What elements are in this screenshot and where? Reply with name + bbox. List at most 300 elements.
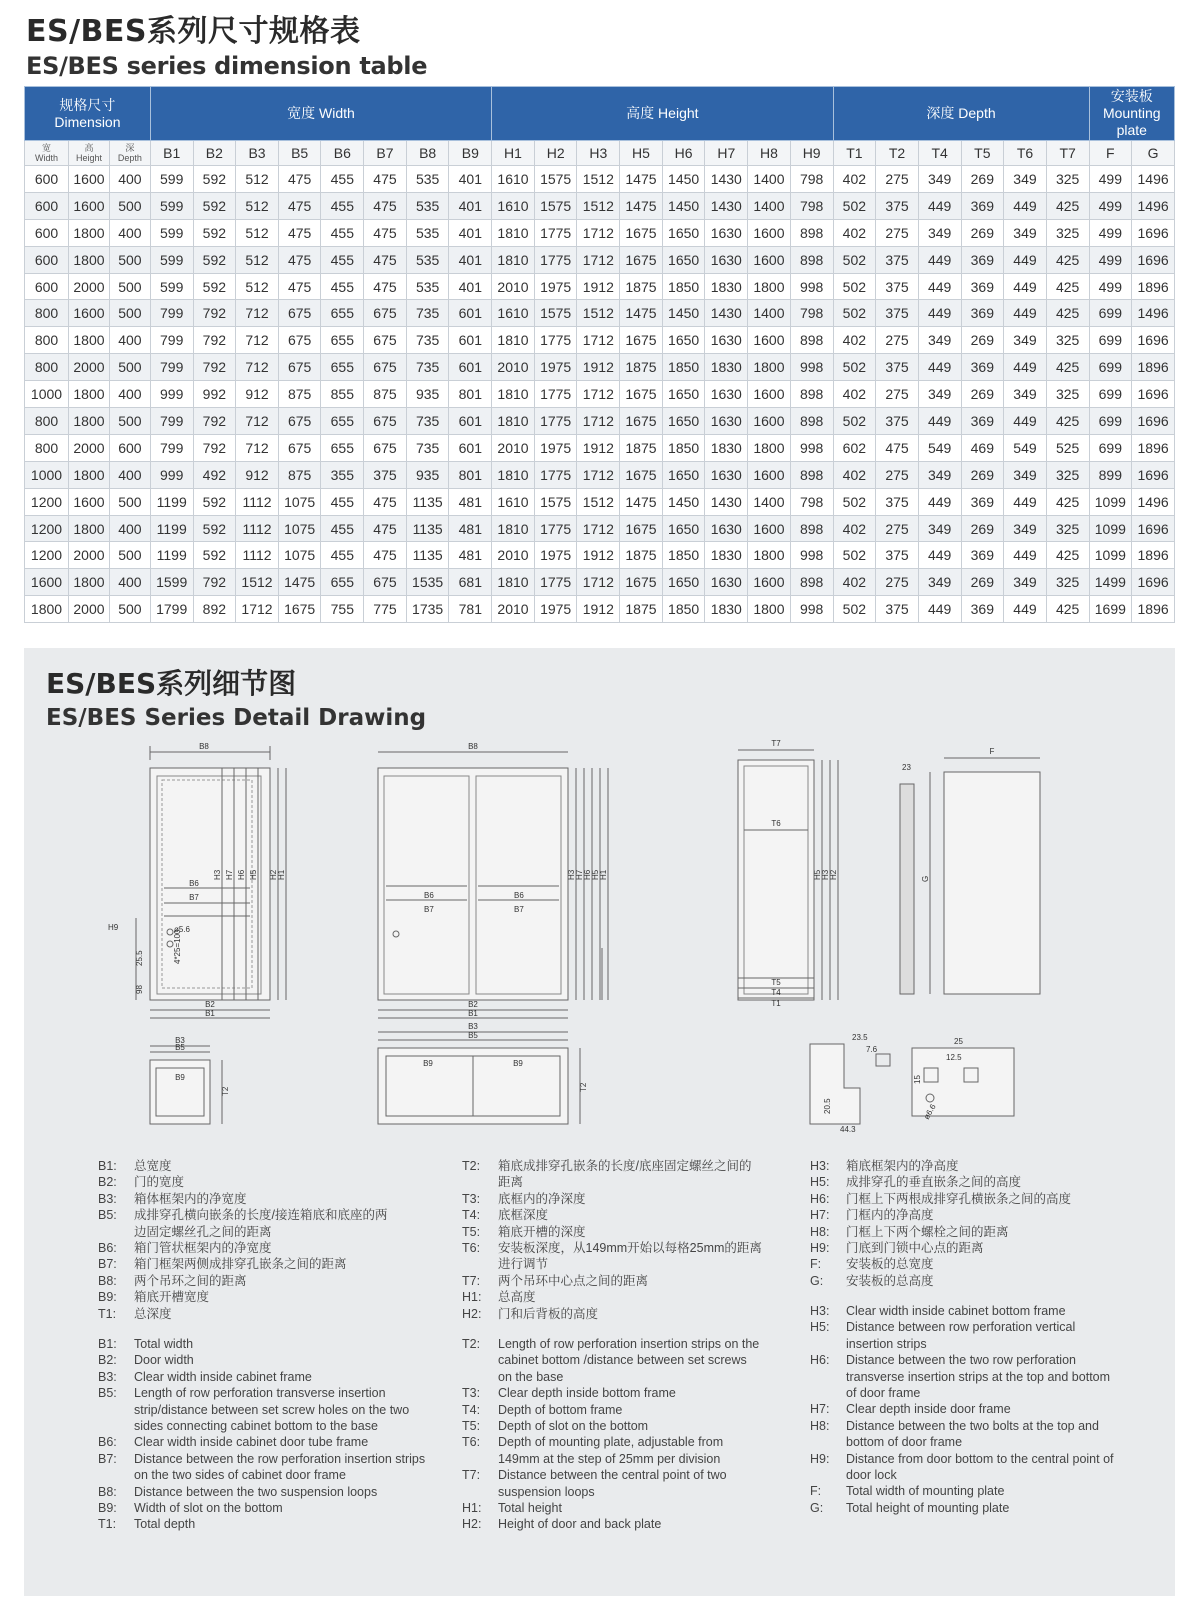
table-cell: 401 — [449, 219, 492, 246]
table-cell: 1600 — [748, 461, 791, 488]
legend-item — [462, 1289, 762, 1305]
legend-text: Height of door and back plate — [498, 1517, 662, 1532]
table-cell: 1800 — [748, 542, 791, 569]
table-cell: 1630 — [705, 569, 748, 596]
table-cell: 675 — [364, 569, 407, 596]
table-cell: 875 — [278, 461, 321, 488]
table-cell: 475 — [364, 192, 407, 219]
legend-cn-col2 — [462, 1158, 762, 1322]
table-cell: 798 — [790, 300, 833, 327]
table-cell: 1975 — [534, 596, 577, 623]
label-b9-large-left: B9 — [423, 1059, 433, 1068]
table-cell: 449 — [1004, 408, 1047, 435]
legend-key: B5: — [98, 1386, 117, 1401]
table-cell: 449 — [1004, 596, 1047, 623]
legend-key: B2: — [98, 1353, 117, 1368]
table-cell: 655 — [321, 434, 364, 461]
legend-text: 两个吊环之间的距离 — [134, 1273, 247, 1288]
table-cell: 1875 — [620, 273, 663, 300]
table-cell: 799 — [150, 327, 193, 354]
table-cell: 1600 — [748, 569, 791, 596]
label-b9-small: B9 — [175, 1073, 185, 1082]
column-header-h1: H1 — [492, 141, 535, 166]
legend-item — [98, 1191, 398, 1207]
legend-key: T3: — [462, 1191, 481, 1206]
table-cell: 1400 — [748, 300, 791, 327]
legend-en-col2 — [462, 1336, 762, 1533]
table-cell: 1712 — [577, 219, 620, 246]
table-cell: 455 — [321, 166, 364, 193]
table-cell: 675 — [278, 354, 321, 381]
label-t1: T1 — [771, 999, 781, 1008]
table-cell: 1575 — [534, 488, 577, 515]
table-cell: 375 — [876, 273, 919, 300]
table-cell: 601 — [449, 354, 492, 381]
table-cell: 1600 — [25, 569, 69, 596]
table-cell: 1775 — [534, 327, 577, 354]
legend-key: B7: — [98, 1451, 117, 1466]
table-cell: 502 — [833, 488, 876, 515]
legend-item — [98, 1500, 428, 1516]
table-cell: 898 — [790, 461, 833, 488]
table-cell: 425 — [1046, 246, 1089, 273]
legend-item — [810, 1500, 1120, 1516]
label-h7-double: H7 — [575, 869, 584, 880]
table-cell: 599 — [150, 166, 193, 193]
legend-key: H5: — [810, 1175, 830, 1190]
table-cell: 481 — [449, 488, 492, 515]
legend-item — [462, 1306, 762, 1322]
legend-item — [98, 1174, 398, 1190]
table-cell: 800 — [25, 434, 69, 461]
table-cell: 1800 — [25, 596, 69, 623]
table-cell: 400 — [109, 219, 150, 246]
legend-item — [810, 1273, 1120, 1289]
legend-item — [98, 1306, 398, 1322]
table-cell: 449 — [918, 596, 961, 623]
legend-en-col3 — [810, 1303, 1120, 1516]
label-t6: T6 — [771, 819, 781, 828]
legend-key: T3: — [462, 1386, 481, 1401]
label-5-6: ø5.6 — [174, 925, 191, 934]
table-cell: 1400 — [748, 488, 791, 515]
table-cell: 1735 — [406, 596, 449, 623]
legend-key: G: — [810, 1500, 824, 1515]
legend-text: 门框内的净高度 — [846, 1208, 934, 1223]
table-cell: 1430 — [705, 300, 748, 327]
table-row — [25, 300, 1175, 327]
label-h3-side: H3 — [821, 869, 830, 880]
label-b3-large: B3 — [468, 1022, 478, 1031]
table-cell: 792 — [193, 408, 236, 435]
double-door-cabinet-drawing — [378, 752, 608, 1018]
table-cell: 1675 — [620, 381, 663, 408]
table-cell: 898 — [790, 381, 833, 408]
table-cell: 400 — [109, 381, 150, 408]
table-cell: 1400 — [748, 166, 791, 193]
table-cell: 455 — [321, 515, 364, 542]
table-cell: 475 — [364, 273, 407, 300]
legend-item — [98, 1352, 428, 1368]
table-cell: 1650 — [662, 219, 705, 246]
table-cell: 512 — [236, 273, 279, 300]
legend-item — [462, 1500, 762, 1516]
legend-item — [810, 1483, 1120, 1499]
label-44-3: 44.3 — [840, 1125, 856, 1134]
table-cell: 402 — [833, 461, 876, 488]
legend-key: F: — [810, 1484, 822, 1499]
table-cell: 1650 — [662, 408, 705, 435]
table-cell: 592 — [193, 192, 236, 219]
legend-item — [98, 1385, 428, 1434]
label-h5-double: H5 — [591, 869, 600, 880]
legend-key: H7: — [810, 1208, 830, 1223]
table-cell: 2010 — [492, 273, 535, 300]
table-cell: 400 — [109, 461, 150, 488]
table-cell: 1112 — [236, 488, 279, 515]
table-cell: 855 — [321, 381, 364, 408]
table-cell: 1600 — [748, 515, 791, 542]
table-cell: 999 — [150, 461, 193, 488]
table-cell: 1850 — [662, 434, 705, 461]
table-cell: 500 — [109, 542, 150, 569]
table-cell: 325 — [1046, 219, 1089, 246]
table-cell: 792 — [193, 434, 236, 461]
table-cell: 655 — [321, 327, 364, 354]
legend-key: B1: — [98, 1337, 117, 1351]
table-cell: 599 — [150, 273, 193, 300]
column-header-h5: H5 — [620, 141, 663, 166]
table-cell: 455 — [321, 192, 364, 219]
table-cell: 592 — [193, 219, 236, 246]
table-cell: 502 — [833, 246, 876, 273]
legend-text: Distance from door bottom to the central point of door lock — [846, 1451, 1114, 1483]
legend-item — [462, 1191, 762, 1207]
label-20-5: 20.5 — [823, 1098, 832, 1114]
legend-text: 门框上下两个螺栓之间的距离 — [846, 1224, 1009, 1239]
table-cell: 475 — [278, 166, 321, 193]
table-cell: 269 — [961, 219, 1004, 246]
table-row — [25, 542, 1175, 569]
label-98: 98 — [135, 985, 144, 994]
table-row — [25, 192, 1175, 219]
table-cell: 269 — [961, 166, 1004, 193]
table-cell: 475 — [278, 273, 321, 300]
table-cell: 375 — [876, 542, 919, 569]
legend-key: B3: — [98, 1191, 117, 1206]
column-header-g: G — [1132, 141, 1175, 166]
legend-text: 底框内的净深度 — [498, 1191, 586, 1206]
table-cell: 599 — [150, 192, 193, 219]
label-23-5: 23.5 — [852, 1033, 868, 1042]
table-cell: 512 — [236, 246, 279, 273]
table-cell: 425 — [1046, 596, 1089, 623]
table-cell: 1800 — [69, 515, 110, 542]
legend-item — [98, 1516, 428, 1532]
table-cell: 375 — [876, 488, 919, 515]
table-cell: 1675 — [620, 327, 663, 354]
table-cell: 1850 — [662, 542, 705, 569]
table-cell: 1430 — [705, 166, 748, 193]
table-cell: 898 — [790, 569, 833, 596]
table-cell: 325 — [1046, 569, 1089, 596]
table-cell: 1650 — [662, 461, 705, 488]
label-h6-double: H6 — [583, 869, 592, 880]
table-cell: 2000 — [69, 354, 110, 381]
table-cell: 325 — [1046, 327, 1089, 354]
table-cell: 781 — [449, 596, 492, 623]
table-cell: 1630 — [705, 461, 748, 488]
column-header-h7: H7 — [705, 141, 748, 166]
table-cell: 1975 — [534, 434, 577, 461]
table-cell: 1099 — [1089, 515, 1132, 542]
table-cell: 1099 — [1089, 542, 1132, 569]
table-cell: 999 — [150, 381, 193, 408]
table-cell: 475 — [278, 192, 321, 219]
legend-item — [98, 1273, 398, 1289]
table-cell: 1912 — [577, 354, 620, 381]
table-cell: 1875 — [620, 542, 663, 569]
legend-text: 箱门框架两侧成排穿孔嵌条之间的距离 — [134, 1257, 347, 1272]
table-cell: 1630 — [705, 246, 748, 273]
table-cell: 1810 — [492, 219, 535, 246]
table-cell: 369 — [961, 354, 1004, 381]
legend-item — [98, 1240, 398, 1256]
table-cell: 675 — [278, 300, 321, 327]
table-cell: 1475 — [620, 192, 663, 219]
table-cell: 2010 — [492, 354, 535, 381]
table-cell: 375 — [876, 596, 919, 623]
table-cell: 349 — [1004, 327, 1047, 354]
table-cell: 792 — [193, 354, 236, 381]
table-cell: 675 — [364, 327, 407, 354]
table-cell: 400 — [109, 327, 150, 354]
title-cn: ES/BES系列尺寸规格表 — [26, 14, 361, 49]
table-cell: 1696 — [1132, 569, 1175, 596]
column-header-t5: T5 — [961, 141, 1004, 166]
table-cell: 1912 — [577, 542, 620, 569]
table-cell: 401 — [449, 246, 492, 273]
table-cell: 601 — [449, 434, 492, 461]
table-cell: 2010 — [492, 434, 535, 461]
legend-item — [462, 1240, 762, 1273]
legend-text: 箱底成排穿孔嵌条的长度/底座固定螺丝之间的距离 — [498, 1159, 752, 1190]
column-header-t6: T6 — [1004, 141, 1047, 166]
table-cell: 502 — [833, 273, 876, 300]
legend-text: 总深度 — [134, 1306, 172, 1321]
table-cell: 1830 — [705, 542, 748, 569]
table-cell: 712 — [236, 327, 279, 354]
column-header-dim-0: 宽 Width — [25, 141, 69, 166]
legend-key: T7: — [462, 1273, 481, 1288]
table-cell: 1575 — [534, 166, 577, 193]
table-cell: 449 — [1004, 488, 1047, 515]
column-header-h2: H2 — [534, 141, 577, 166]
table-cell: 1600 — [69, 300, 110, 327]
table-cell: 499 — [1089, 192, 1132, 219]
table-cell: 500 — [109, 488, 150, 515]
table-cell: 1575 — [534, 300, 577, 327]
label-h2-side: H2 — [829, 869, 838, 880]
table-cell: 675 — [278, 408, 321, 435]
table-cell: 1000 — [25, 461, 69, 488]
label-h1: H1 — [277, 869, 286, 880]
table-cell: 1499 — [1089, 569, 1132, 596]
bottom-view-small-drawing — [150, 1046, 222, 1124]
table-cell: 355 — [321, 461, 364, 488]
table-cell: 1675 — [278, 596, 321, 623]
label-b5-small: B5 — [175, 1043, 185, 1052]
label-b6-double: B6 — [424, 891, 434, 900]
legend-text: Distance between row perforation vertical insertion strips — [846, 1320, 1076, 1351]
table-cell: 500 — [109, 273, 150, 300]
legend-key: B2: — [98, 1175, 117, 1190]
table-row — [25, 219, 1175, 246]
bracket-detail-drawings — [810, 1044, 1014, 1124]
table-cell: 1712 — [577, 408, 620, 435]
table-cell: 1800 — [69, 219, 110, 246]
table-cell: 1712 — [577, 515, 620, 542]
table-cell: 1800 — [748, 354, 791, 381]
table-cell: 1675 — [620, 515, 663, 542]
table-cell: 875 — [364, 381, 407, 408]
legend-text: Clear width inside cabinet frame — [134, 1369, 312, 1384]
table-cell: 2000 — [69, 596, 110, 623]
column-header-b2: B2 — [193, 141, 236, 166]
legend-item — [810, 1174, 1120, 1190]
table-cell: 1630 — [705, 408, 748, 435]
table-cell: 500 — [109, 354, 150, 381]
legend-key: H1: — [462, 1290, 482, 1305]
label-b7-double-right: B7 — [514, 905, 524, 914]
table-cell: 269 — [961, 461, 1004, 488]
table-cell: 799 — [150, 408, 193, 435]
legend-item — [462, 1273, 762, 1289]
table-cell: 1775 — [534, 515, 577, 542]
table-cell: 1512 — [577, 192, 620, 219]
table-cell: 735 — [406, 300, 449, 327]
table-cell: 1512 — [577, 166, 620, 193]
table-cell: 1600 — [69, 192, 110, 219]
table-cell: 1599 — [150, 569, 193, 596]
table-cell: 425 — [1046, 408, 1089, 435]
table-cell: 401 — [449, 192, 492, 219]
table-cell: 800 — [25, 408, 69, 435]
table-cell: 1475 — [278, 569, 321, 596]
legend-item — [462, 1434, 762, 1467]
legend-key: H2: — [462, 1306, 482, 1321]
table-cell: 1850 — [662, 596, 705, 623]
legend-text: Clear depth inside door frame — [846, 1402, 1011, 1417]
table-cell: 998 — [790, 354, 833, 381]
table-cell: 800 — [25, 300, 69, 327]
table-cell: 375 — [876, 192, 919, 219]
table-cell: 500 — [109, 408, 150, 435]
table-cell: 1810 — [492, 569, 535, 596]
legend-item — [810, 1319, 1120, 1352]
table-cell: 1675 — [620, 408, 663, 435]
table-cell: 375 — [876, 408, 919, 435]
table-cell: 1800 — [748, 273, 791, 300]
legend-item — [462, 1207, 762, 1223]
legend-key: H9: — [810, 1451, 830, 1466]
single-door-cabinet-drawing — [136, 746, 286, 1018]
technical-drawings — [24, 648, 1175, 1148]
table-cell: 369 — [961, 246, 1004, 273]
table-cell: 1800 — [748, 434, 791, 461]
label-h9: H9 — [108, 923, 119, 932]
table-cell: 1675 — [620, 461, 663, 488]
table-cell: 1630 — [705, 327, 748, 354]
table-cell: 425 — [1046, 192, 1089, 219]
table-cell: 1800 — [69, 381, 110, 408]
table-cell: 600 — [25, 273, 69, 300]
table-cell: 798 — [790, 166, 833, 193]
table-cell: 455 — [321, 273, 364, 300]
table-cell: 375 — [876, 246, 919, 273]
table-cell: 1696 — [1132, 246, 1175, 273]
legend-key: H1: — [462, 1501, 482, 1516]
legend-item — [810, 1240, 1120, 1256]
table-cell: 349 — [1004, 219, 1047, 246]
header-depth: 深度 Depth — [833, 87, 1089, 141]
legend-key: T5: — [462, 1224, 481, 1239]
table-cell: 1896 — [1132, 596, 1175, 623]
table-cell: 600 — [25, 166, 69, 193]
label-b7: B7 — [189, 893, 199, 902]
legend-item — [462, 1385, 762, 1401]
label-t7: T7 — [771, 739, 781, 748]
label-h6: H6 — [237, 869, 246, 880]
label-f: F — [989, 747, 995, 756]
table-cell: 449 — [1004, 192, 1047, 219]
label-b8: B8 — [199, 742, 209, 751]
legend-item — [462, 1402, 762, 1418]
table-cell: 1775 — [534, 408, 577, 435]
table-cell: 2010 — [492, 596, 535, 623]
table-row — [25, 381, 1175, 408]
detail-title-cn: ES/BES系列细节图 — [46, 667, 297, 700]
legend-item — [98, 1256, 398, 1272]
table-cell: 475 — [364, 219, 407, 246]
table-cell: 1450 — [662, 300, 705, 327]
table-cell: 2010 — [492, 542, 535, 569]
table-cell: 675 — [364, 434, 407, 461]
legend-key: H6: — [810, 1353, 830, 1368]
table-cell: 349 — [1004, 166, 1047, 193]
label-12-5: 12.5 — [946, 1053, 962, 1062]
legend-text: 成排穿孔横向嵌条的长度/接连箱底和底座的两边固定螺丝孔之间的距离 — [134, 1208, 388, 1239]
table-cell: 1512 — [236, 569, 279, 596]
legend-text: Depth of mounting plate, adjustable from 149mm at the step of 25mm per division — [498, 1435, 724, 1466]
table-cell: 449 — [918, 488, 961, 515]
table-cell: 449 — [1004, 300, 1047, 327]
legend-item — [98, 1289, 398, 1305]
table-cell: 1810 — [492, 246, 535, 273]
table-row — [25, 327, 1175, 354]
table-cell: 449 — [918, 354, 961, 381]
table-cell: 502 — [833, 300, 876, 327]
legend-key: H8: — [810, 1224, 830, 1239]
label-b2-double: B2 — [468, 1000, 478, 1009]
table-cell: 1610 — [492, 166, 535, 193]
legend-item — [810, 1256, 1120, 1272]
table-cell: 1775 — [534, 461, 577, 488]
legend-text: Door width — [134, 1353, 194, 1368]
legend-key: T2: — [462, 1159, 481, 1173]
legend-text: Width of slot on the bottom — [134, 1501, 283, 1516]
legend-text: 两个吊环中心点之间的距离 — [498, 1273, 649, 1288]
